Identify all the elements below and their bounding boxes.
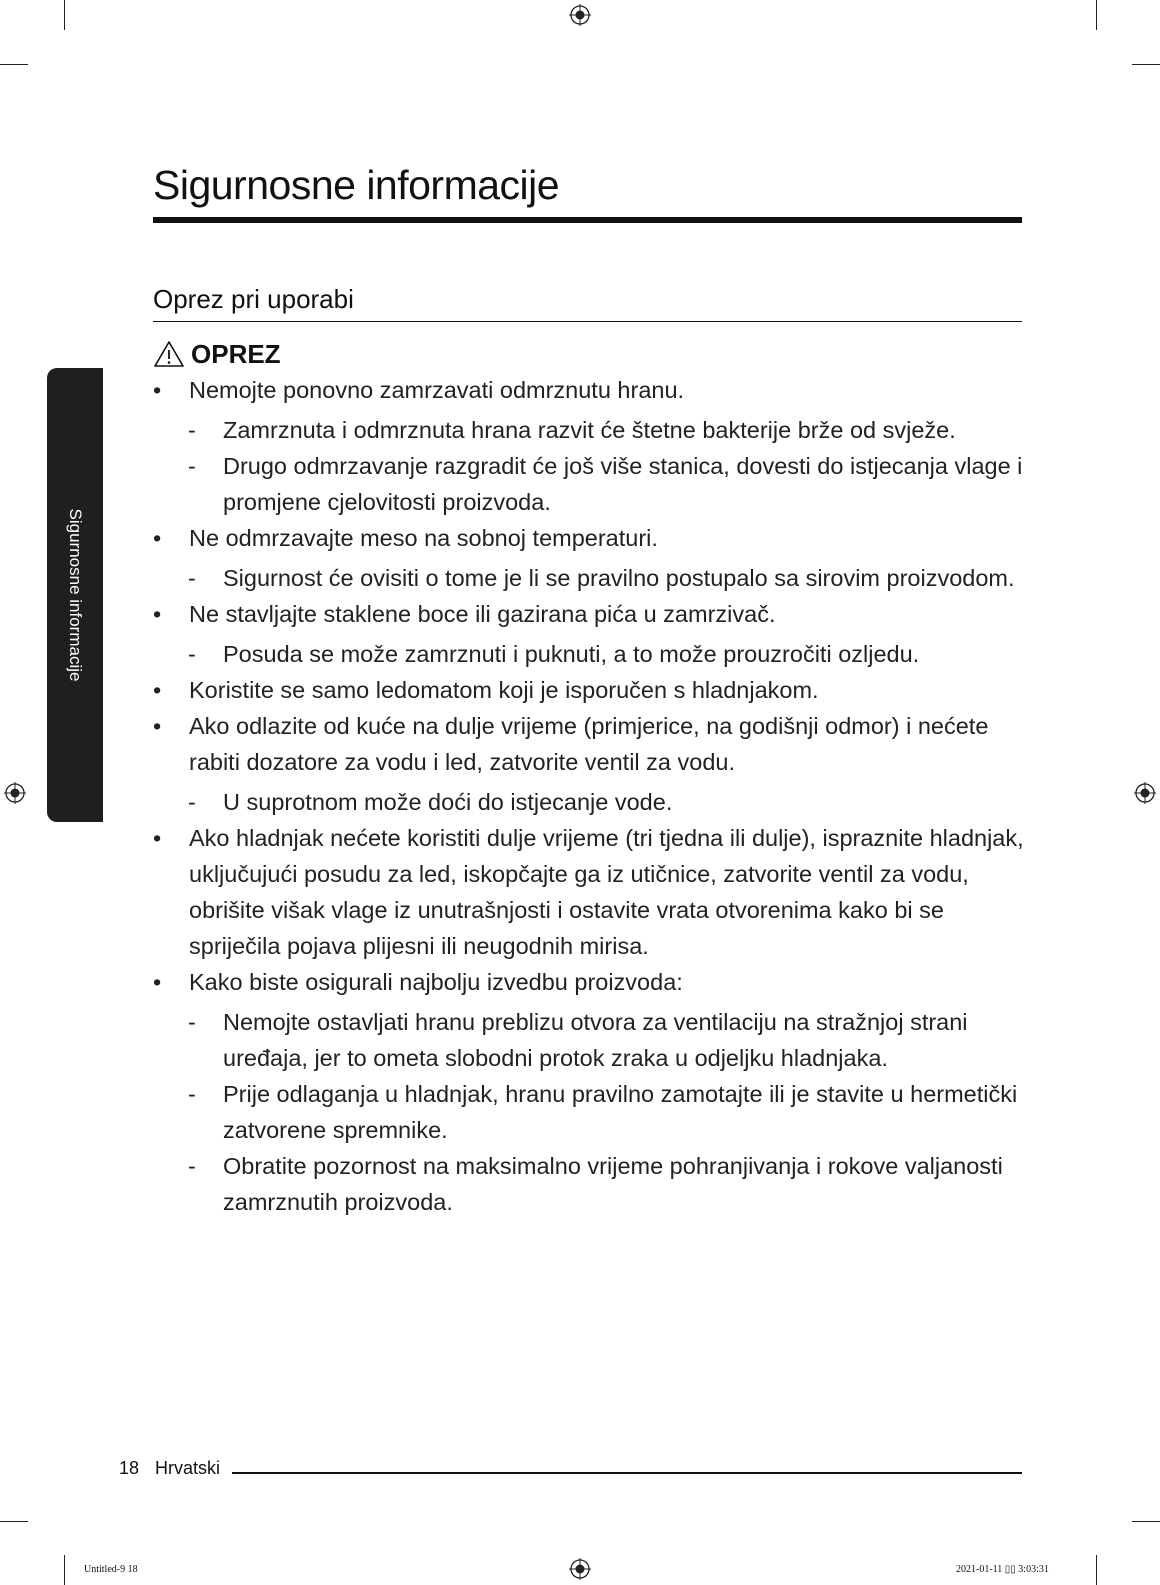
sub-list-item-text: U suprotnom može doći do istjecanje vode. <box>223 789 673 815</box>
registration-mark-icon <box>569 4 591 26</box>
sub-list-item <box>153 1148 1025 1220</box>
title-divider <box>153 217 1022 223</box>
bullet-mark: • <box>153 377 162 403</box>
dash-mark: - <box>188 417 196 443</box>
list-item-text: Koristite se samo ledomatom koji je isporučen s hladnjakom. <box>189 677 819 703</box>
bullet-mark: • <box>153 713 162 739</box>
registration-mark-icon <box>1134 782 1156 804</box>
list-item-text: Ne odmrzavajte meso na sobnoj temperaturi. <box>189 525 658 551</box>
dash-mark: - <box>188 789 196 815</box>
bullet-mark: • <box>153 677 162 703</box>
list-item <box>153 672 1025 708</box>
footer-divider <box>232 1472 1022 1474</box>
sub-list-item-text: Drugo odmrzavanje razgradit će još više stanica, dovesti do istjecanja vlage i promjene cjelovitosti proizvoda. <box>223 453 1023 515</box>
registration-mark-icon <box>4 782 26 804</box>
sub-list-item-text: Sigurnost će ovisiti o tome je li se pravilno postupalo sa sirovim proizvodom. <box>223 565 1015 591</box>
dash-mark: - <box>188 1153 196 1179</box>
section-title: Oprez pri uporabi <box>153 284 354 314</box>
sub-list-item <box>153 412 1025 448</box>
caution-list <box>153 372 1025 1220</box>
list-item <box>153 708 1025 780</box>
list-item <box>153 820 1025 964</box>
crop-mark <box>1096 0 1097 30</box>
sub-list-item <box>153 560 1025 596</box>
sub-list-item-text: Zamrznuta i odmrznuta hrana razvit će štetne bakterije brže od svježe. <box>223 417 956 443</box>
crop-mark <box>64 1555 65 1585</box>
section-divider <box>153 321 1022 322</box>
crop-mark <box>1132 1521 1160 1522</box>
sub-list-item <box>153 448 1025 520</box>
list-item-text: Kako biste osigurali najbolju izvedbu proizvoda: <box>189 969 683 995</box>
caution-label: OPREZ <box>191 338 281 369</box>
sub-list-item <box>153 1004 1025 1076</box>
bullet-mark: • <box>153 969 162 995</box>
print-imprint-right: 2021-01-11 ▯▯ 3:03:31 <box>956 1564 1049 1575</box>
sub-list-item <box>153 1076 1025 1148</box>
bullet-mark: • <box>153 525 162 551</box>
dash-mark: - <box>188 1009 196 1035</box>
list-item <box>153 372 1025 408</box>
page-title: Sigurnosne informacije <box>153 162 560 208</box>
list-item-text: Ako hladnjak nećete koristiti dulje vrijeme (tri tjedna ili dulje), ispraznite hladnjak, uključujući posudu za led, iskopčajte ga iz utičnice, zatvorite ventil za vodu, obrišite višak vlage iz unutrašnjosti i ostavite vrata otvorenima kako bi se spriječila pojava plijesni ili neugodnih mirisa. <box>189 825 1024 959</box>
crop-mark <box>64 0 65 30</box>
crop-mark <box>0 1521 28 1522</box>
sub-list-item-text: Nemojte ostavljati hranu preblizu otvora za ventilaciju na stražnjoj strani uređaja, jer to ometa slobodni protok zraka u odjeljku hladnjaka. <box>223 1009 968 1071</box>
sub-list-item <box>153 784 1025 820</box>
page-number: 18 <box>119 1458 140 1478</box>
side-tab <box>47 368 103 822</box>
print-imprint-left: Untitled-9 18 <box>84 1564 138 1575</box>
dash-mark: - <box>188 453 196 479</box>
dash-mark: - <box>188 565 196 591</box>
sub-list-item-text: Prije odlaganja u hladnjak, hranu pravilno zamotajte ili je stavite u hermetički zatvorene spremnike. <box>223 1081 1018 1143</box>
bullet-mark: • <box>153 601 162 627</box>
list-item-text: Nemojte ponovno zamrzavati odmrznutu hranu. <box>189 377 685 403</box>
sub-list-item-text: Posuda se može zamrznuti i puknuti, a to može prouzročiti ozljedu. <box>223 641 920 667</box>
registration-mark-icon <box>569 1558 591 1580</box>
warning-triangle-icon <box>153 340 185 368</box>
side-tab-label: Sigurnosne informacije <box>66 508 85 682</box>
list-item-text: Ako odlazite od kuće na dulje vrijeme (primjerice, na godišnji odmor) i nećete rabiti dozatore za vodu i led, zatvorite ventil za vodu. <box>189 713 989 775</box>
footer-language: Hrvatski <box>155 1458 221 1478</box>
crop-mark <box>1096 1555 1097 1585</box>
list-item <box>153 596 1025 632</box>
crop-mark <box>0 64 28 65</box>
list-item <box>153 964 1025 1000</box>
dash-mark: - <box>188 641 196 667</box>
dash-mark: - <box>188 1081 196 1107</box>
sub-list-item <box>153 636 1025 672</box>
bullet-mark: • <box>153 825 162 851</box>
caution-heading <box>153 337 281 371</box>
list-item <box>153 520 1025 556</box>
list-item-text: Ne stavljajte staklene boce ili gazirana pića u zamrzivač. <box>189 601 776 627</box>
crop-mark <box>1132 64 1160 65</box>
sub-list-item-text: Obratite pozornost na maksimalno vrijeme pohranjivanja i rokove valjanosti zamrznutih proizvoda. <box>223 1153 1003 1215</box>
